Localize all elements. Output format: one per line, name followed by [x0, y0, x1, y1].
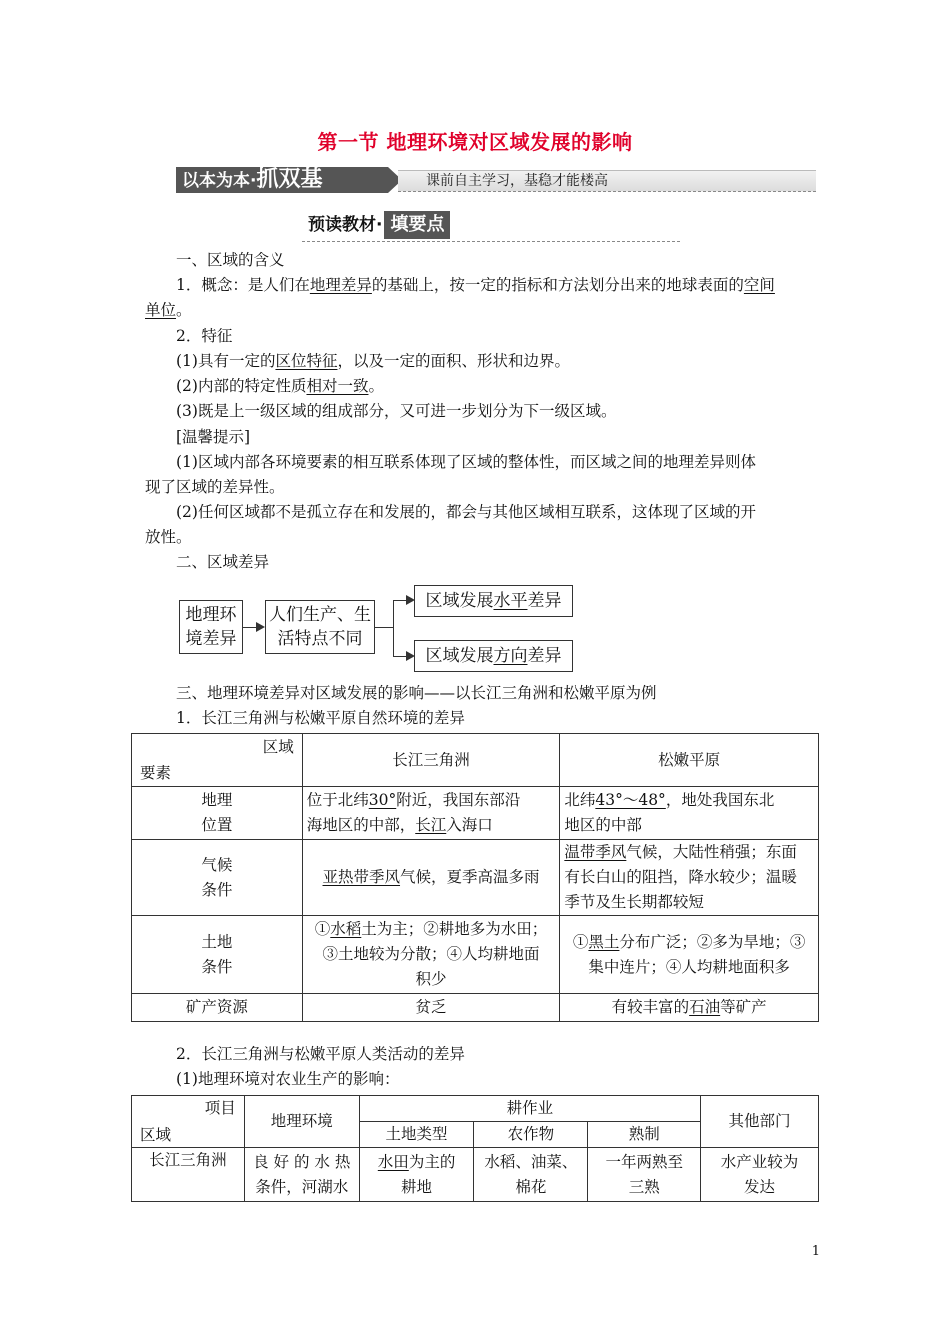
flow-connector [393, 600, 394, 656]
table-corner: 项目 区域 [132, 1096, 245, 1148]
column-header: 松嫩平原 [560, 734, 819, 787]
subheading: 预读教材· 填要点 [308, 211, 450, 239]
banner-slogan-bar [398, 170, 816, 192]
tip2-line1: (2)任何区域都不是孤立存在和发展的，都会与其他区域相互联系，这体现了区域的开 [176, 503, 756, 521]
feature-3: (3)既是上一级区域的组成部分，又可进一步划分为下一级区域。 [176, 402, 617, 420]
subheading-divider [302, 241, 680, 242]
section-banner [176, 167, 816, 193]
flow-box-direction-diff: 区域发展方向差异 [414, 640, 573, 672]
concept-line1: 1．概念：是人们在地理差异的基础上，按一定的指标和方法划分出来的地球表面的空间 [176, 276, 775, 294]
flow-connector [393, 656, 407, 657]
concept-line2: 单位。 [145, 301, 192, 319]
table-row: 土地 条件 ①水稻土为主；②耕地多为水田； ③土地较为分散；④人均耕地面 积少 ①黑土分布广泛；②多为旱地；③ 集中连片；④人均耕地面积多 [132, 916, 819, 994]
feature-1: (1)具有一定的区位特征，以及一定的面积、形状和边界。 [176, 352, 570, 370]
table2-caption: 2．长江三角洲与松嫩平原人类活动的差异 [176, 1045, 465, 1063]
column-header: 土地类型 [359, 1122, 474, 1148]
table-row: 长江三角洲 良 好 的 水 热 条件，河湖水 水田为主的 耕地 水稻、油菜、 棉花 一年两熟至 三熟 水产业较为 发达 [132, 1148, 819, 1202]
table-row: 矿产资源 贫乏 有较丰富的石油等矿产 [132, 994, 819, 1022]
table1-caption: 1．长江三角洲与松嫩平原自然环境的差异 [176, 709, 465, 727]
column-header: 长江三角洲 [302, 734, 560, 787]
tip1-line2: 现了区域的差异性。 [145, 478, 285, 496]
natural-env-table [131, 733, 819, 1022]
banner-label: 以本为本·抓双基 [176, 167, 388, 193]
tip2-line2: 放性。 [145, 528, 192, 546]
banner-slogan: 课前自主学习，基稳才能楼高 [426, 173, 608, 189]
flow-box-level-diff: 区域发展水平差异 [414, 585, 573, 617]
tip1-line1: (1)区域内部各环境要素的相互联系体现了区域的整体性，而区域之间的地理差异则体 [176, 453, 756, 471]
feature-2: (2)内部的特定性质相对一致。 [176, 377, 384, 395]
table-row: 气候 条件 亚热带季风气候，夏季高温多雨 温带季风气候，大陆性稍强；东面 有长白山的阻挡，降水较少；温暖 季节及生长期都较短 [132, 840, 819, 916]
section1-heading: 一、区域的含义 [176, 251, 285, 269]
tip-label: [温馨提示] [176, 428, 251, 446]
flow-connector [375, 627, 393, 628]
flow-connector [393, 600, 407, 601]
features-heading: 2．特征 [176, 327, 233, 345]
column-header: 耕作业 [359, 1096, 700, 1122]
column-header: 熟制 [588, 1122, 701, 1148]
column-header: 农作物 [474, 1122, 588, 1148]
table2-subcaption: (1)地理环境对农业生产的影响： [176, 1070, 400, 1088]
page-number: 1 [811, 1244, 820, 1259]
column-header: 地理环境 [244, 1096, 359, 1148]
flow-connector [243, 627, 257, 628]
flow-arrow [256, 622, 265, 632]
flow-box-life-diff: 人们生产、生 活特点不同 [265, 600, 375, 654]
page-title: 第一节 地理环境对区域发展的影响 [317, 130, 633, 154]
table-row: 地理 位置 位于北纬30°附近，我国东部沿 海地区的中部，长江入海口 北纬43°～48°，地处我国东北 地区的中部 [132, 787, 819, 840]
table-corner: 区域 要素 [132, 734, 303, 787]
section3-heading: 三、地理环境差异对区域发展的影响——以长江三角洲和松嫩平原为例 [176, 684, 657, 702]
section2-heading: 二、区域差异 [176, 553, 270, 571]
column-header: 其他部门 [701, 1096, 819, 1148]
agriculture-table [131, 1095, 819, 1202]
flow-box-env-diff: 地理环 境差异 [179, 600, 243, 654]
